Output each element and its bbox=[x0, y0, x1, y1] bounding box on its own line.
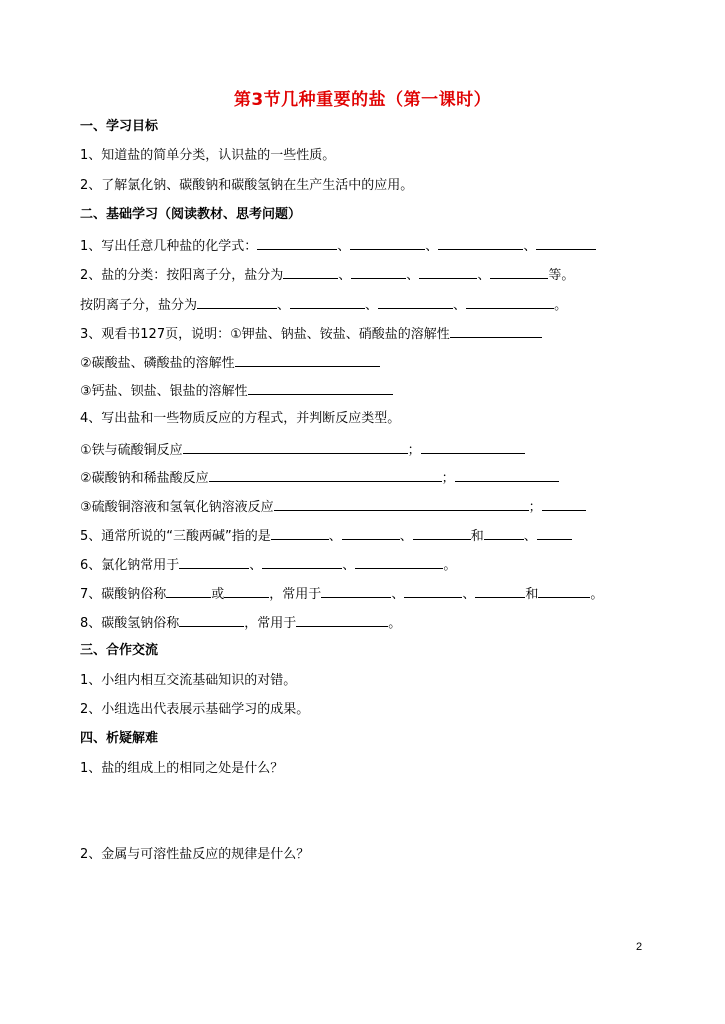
answer-blank[interactable] bbox=[413, 526, 471, 540]
answer-blank[interactable] bbox=[421, 440, 525, 454]
question-7: 7、碳酸钠俗称 或 ，常用于 、 、 和 。 bbox=[80, 584, 603, 604]
answer-blank[interactable] bbox=[296, 613, 388, 627]
answer-blank[interactable] bbox=[179, 613, 244, 627]
question-6: 6、氯化钠常用于 、 、 。 bbox=[80, 555, 456, 575]
section-heading-coop: 三、合作交流 bbox=[80, 643, 159, 658]
answer-blank[interactable] bbox=[274, 497, 529, 511]
answer-blank[interactable] bbox=[455, 468, 559, 482]
answer-blank[interactable] bbox=[350, 236, 425, 250]
answer-blank[interactable] bbox=[224, 584, 269, 598]
answer-blank[interactable] bbox=[209, 468, 442, 482]
section-heading-goals: 一、学习目标 bbox=[80, 119, 159, 134]
answer-blank[interactable] bbox=[179, 555, 249, 569]
answer-blank[interactable] bbox=[257, 236, 337, 250]
answer-blank[interactable] bbox=[475, 584, 525, 598]
answer-blank[interactable] bbox=[438, 236, 523, 250]
goal-1: 1、知道盐的简单分类，认识盐的一些性质。 bbox=[80, 148, 336, 163]
answer-blank[interactable] bbox=[355, 555, 443, 569]
answer-blank[interactable] bbox=[321, 584, 391, 598]
answer-blank[interactable] bbox=[248, 381, 393, 395]
coop-2: 2、小组选出代表展示基础学习的成果。 bbox=[80, 702, 310, 717]
answer-blank[interactable] bbox=[542, 497, 586, 511]
page-number: 2 bbox=[636, 941, 643, 953]
answer-blank[interactable] bbox=[351, 265, 406, 279]
answer-blank[interactable] bbox=[342, 526, 400, 540]
coop-1: 1、小组内相互交流基础知识的对错。 bbox=[80, 673, 297, 688]
answer-blank[interactable] bbox=[183, 440, 408, 454]
answer-blank[interactable] bbox=[419, 265, 477, 279]
answer-blank[interactable] bbox=[290, 295, 365, 309]
answer-blank[interactable] bbox=[404, 584, 462, 598]
answer-blank[interactable] bbox=[378, 295, 453, 309]
answer-blank[interactable] bbox=[484, 526, 524, 540]
question-4b: ②碳酸钠和稀盐酸反应 ； bbox=[80, 468, 559, 488]
answer-blank[interactable] bbox=[538, 584, 590, 598]
question-3b: ②碳酸盐、磷酸盐的溶解性 bbox=[80, 353, 380, 373]
answer-blank[interactable] bbox=[283, 265, 338, 279]
section-heading-basic: 二、基础学习（阅读教材、思考问题） bbox=[80, 207, 302, 222]
answer-blank[interactable] bbox=[536, 236, 596, 250]
question-3c: ③钙盐、钡盐、银盐的溶解性 bbox=[80, 381, 393, 401]
analysis-question-1: 1、盐的组成上的相同之处是什么？ bbox=[80, 761, 284, 776]
question-4a: ①铁与硫酸铜反应 ； bbox=[80, 440, 525, 460]
answer-blank[interactable] bbox=[197, 295, 277, 309]
question-2a: 2、盐的分类：按阳离子分，盐分为 、 、 、 等。 bbox=[80, 265, 574, 285]
answer-blank[interactable] bbox=[166, 584, 211, 598]
question-5: 5、通常所说的“三酸两碱”指的是 、 、 和 、 bbox=[80, 526, 572, 546]
question-1: 1、写出任意几种盐的化学式： 、 、 、 bbox=[80, 236, 596, 256]
answer-blank[interactable] bbox=[537, 526, 572, 540]
question-4c: ③硫酸铜溶液和氢氧化钠溶液反应 ； bbox=[80, 497, 586, 517]
question-8: 8、碳酸氢钠俗称 ，常用于 。 bbox=[80, 613, 401, 633]
goal-2: 2、了解氯化钠、碳酸钠和碳酸氢钠在生产生活中的应用。 bbox=[80, 178, 414, 193]
analysis-question-2: 2、金属与可溶性盐反应的规律是什么？ bbox=[80, 847, 310, 862]
answer-blank[interactable] bbox=[235, 353, 380, 367]
answer-blank[interactable] bbox=[490, 265, 548, 279]
question-text: 1、写出任意几种盐的化学式： bbox=[80, 239, 258, 254]
answer-blank[interactable] bbox=[271, 526, 329, 540]
answer-blank[interactable] bbox=[466, 295, 554, 309]
question-2b: 按阴离子分，盐分为 、 、 、 。 bbox=[80, 295, 567, 315]
question-3: 3、观看书127页，说明：①钾盐、钠盐、铵盐、硝酸盐的溶解性 bbox=[80, 324, 542, 344]
answer-blank[interactable] bbox=[262, 555, 342, 569]
answer-blank[interactable] bbox=[450, 324, 542, 338]
section-heading-analysis: 四、析疑解难 bbox=[80, 731, 159, 746]
page-title: 第3节几种重要的盐（第一课时） bbox=[233, 90, 492, 110]
question-4: 4、写出盐和一些物质反应的方程式，并判断反应类型。 bbox=[80, 411, 401, 426]
